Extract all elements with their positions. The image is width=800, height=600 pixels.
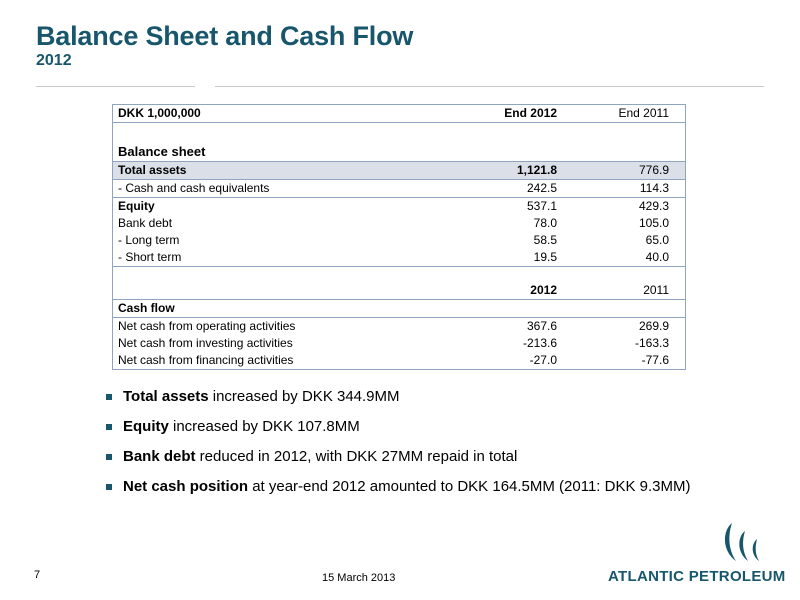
value-2011: 40.0: [645, 250, 669, 264]
bullet-text: increased by DKK 107.8MM: [168, 418, 360, 435]
cf-col-header-2012: 2012: [530, 283, 557, 297]
cf-col-header-2011: 2011: [643, 283, 669, 297]
row-label: Total assets: [118, 163, 187, 177]
value-2011: -77.6: [641, 353, 669, 367]
value-2011: 114.3: [639, 181, 669, 195]
row-label: - Short term: [118, 250, 182, 264]
bullet-item: [106, 416, 690, 446]
value-2011: 105.0: [638, 216, 669, 230]
bullet-bold: Bank debt: [123, 448, 196, 465]
row-label: Equity: [118, 199, 155, 213]
bullet-item: [106, 386, 690, 416]
table-row: [113, 198, 685, 215]
cashflow-section-title: Cash flow: [118, 301, 175, 315]
cashflow-section-row: [113, 299, 685, 318]
value-2011: -163.3: [634, 336, 669, 350]
title-divider: [36, 86, 764, 87]
cashflow-header-row: [113, 267, 685, 299]
balance-section-row: [113, 123, 685, 161]
col-header-2011: End 2011: [618, 106, 669, 120]
value-2012: 58.5: [533, 233, 557, 247]
bullet-text: at year-end 2012 amounted to DKK 164.5MM (2011: DKK 9.3MM): [248, 478, 691, 495]
value-2012: 537.1: [526, 199, 557, 213]
financial-table: [112, 104, 686, 370]
col-header-2012: End 2012: [504, 106, 557, 120]
page-subtitle: 2012: [36, 52, 72, 69]
table-row: [113, 352, 685, 369]
bullet-item: [106, 446, 690, 476]
row-label: Bank debt: [118, 216, 173, 230]
atlantic-petroleum-wave-icon: [712, 517, 772, 567]
value-2011: 65.0: [645, 233, 669, 247]
company-logo-text: ATLANTIC PETROLEUM: [608, 568, 786, 585]
bullet-bold: Total assets: [123, 388, 209, 405]
row-label: - Long term: [118, 233, 180, 247]
table-row: [113, 249, 685, 267]
bullet-square-icon: [106, 454, 112, 460]
table-header-row: [113, 105, 685, 123]
table-row: [113, 232, 685, 249]
table-row: [113, 318, 685, 335]
bullet-text: increased by DKK 344.9MM: [208, 388, 400, 405]
value-2011: 776.9: [638, 163, 669, 177]
value-2012: 1,121.8: [516, 163, 557, 177]
unit-header: DKK 1,000,000: [118, 106, 201, 120]
bullet-square-icon: [106, 484, 112, 490]
bullet-bold: Equity: [123, 418, 169, 435]
bullet-bold: Net cash position: [123, 478, 249, 495]
summary-bullets: [106, 386, 690, 506]
row-label: Net cash from investing activities: [118, 336, 293, 350]
bullet-item: [106, 476, 690, 506]
row-label: Net cash from financing activities: [118, 353, 294, 367]
balance-section-title: Balance sheet: [118, 144, 206, 159]
value-2012: 78.0: [533, 216, 557, 230]
value-2012: -213.6: [522, 336, 557, 350]
page-title: Balance Sheet and Cash Flow: [36, 21, 414, 51]
table-row: [113, 215, 685, 232]
row-label: - Cash and cash equivalents: [118, 181, 270, 195]
value-2012: 242.5: [526, 181, 557, 195]
table-row: [113, 335, 685, 352]
table-row: [113, 180, 685, 198]
value-2011: 269.9: [638, 319, 669, 333]
bullet-square-icon: [106, 424, 112, 430]
divider-gap: [195, 84, 215, 89]
table-row: [113, 161, 685, 180]
row-label: Net cash from operating activities: [118, 319, 296, 333]
value-2012: 19.5: [533, 250, 557, 264]
bullet-text: reduced in 2012, with DKK 27MM repaid in total: [195, 448, 518, 465]
value-2011: 429.3: [638, 199, 669, 213]
bullet-square-icon: [106, 394, 112, 400]
footer-date: 15 March 2013: [322, 572, 396, 584]
value-2012: -27.0: [529, 353, 557, 367]
value-2012: 367.6: [526, 319, 557, 333]
page-number: 7: [34, 569, 41, 581]
